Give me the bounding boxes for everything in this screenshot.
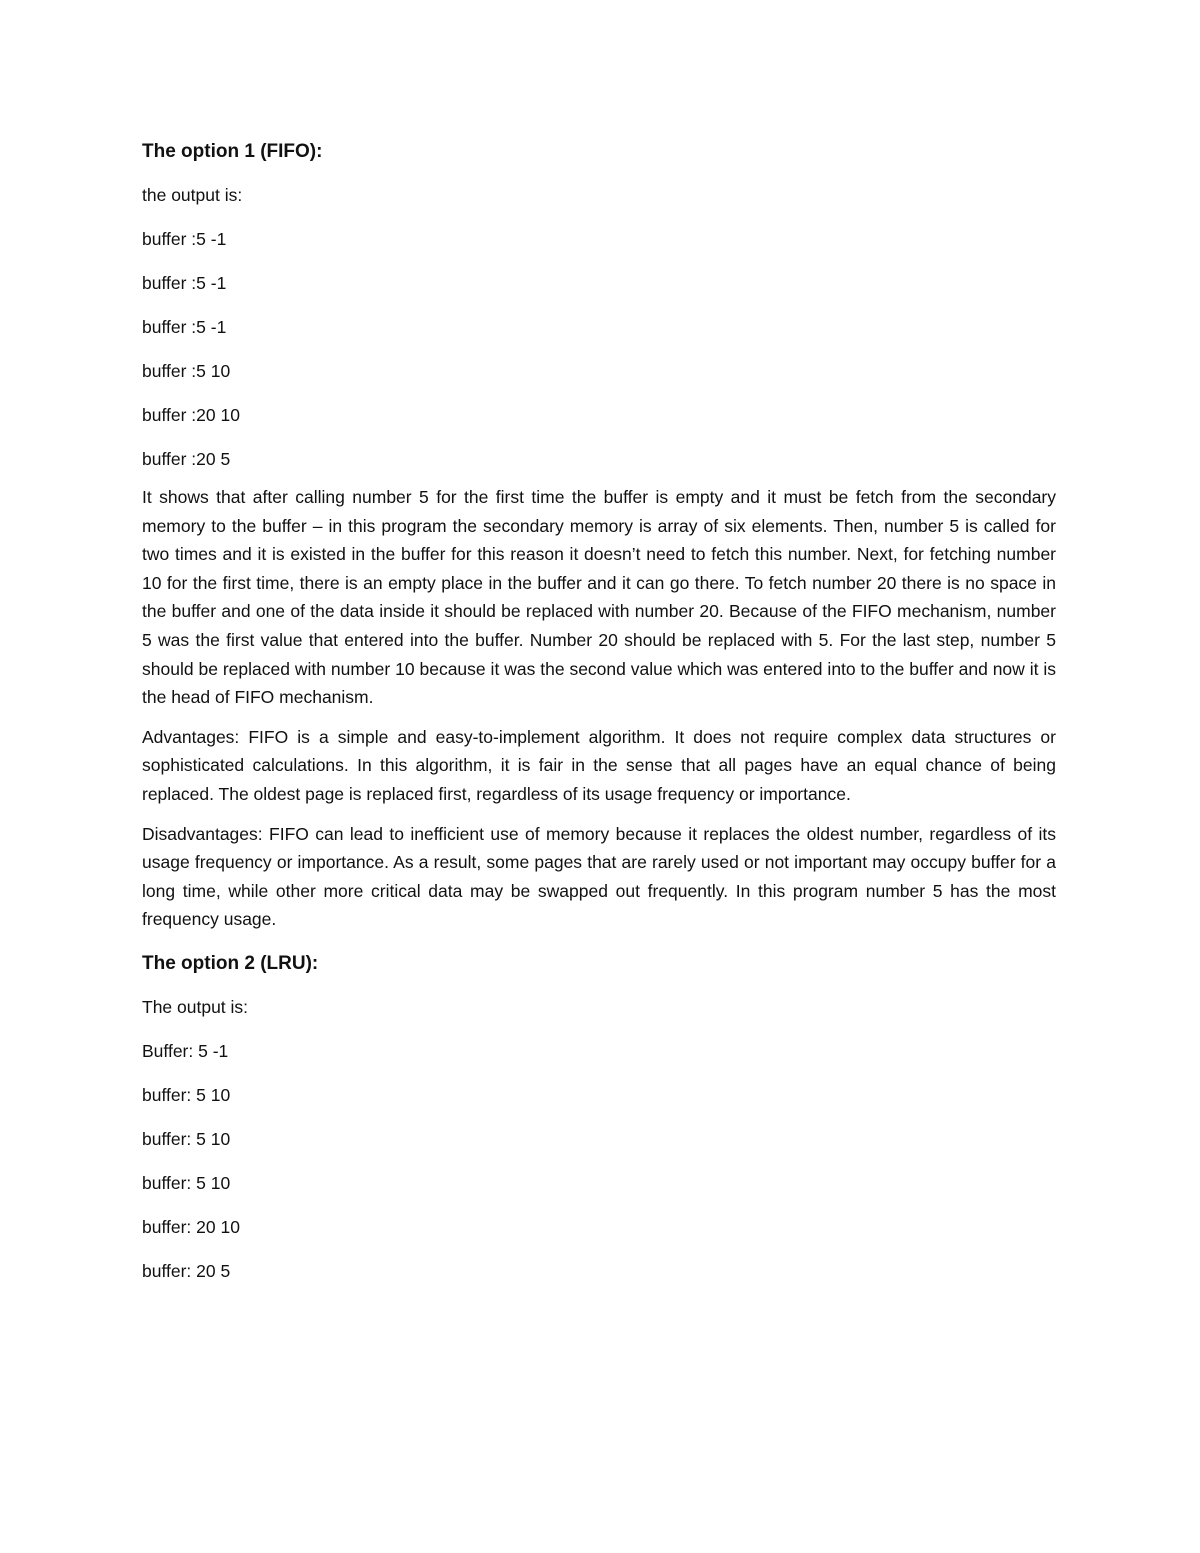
section1-buffer-line: buffer :20 5 (142, 449, 231, 469)
section1-buffer-line: buffer :20 10 (142, 405, 240, 425)
section1-buffer-line: buffer :5 -1 (142, 273, 227, 293)
section1-buffer-line: buffer :5 -1 (142, 317, 227, 337)
fifo-advantages-paragraph: Advantages: FIFO is a simple and easy-to-implement algorithm. It does not require complex data structures or sophisticated calculations. In this algorithm, it is fair in the sense that all pages have an equal chance of being replaced. The oldest page is replaced first, regardless of its usage frequency or importance. (142, 726, 1056, 804)
document-page (142, 140, 1056, 1303)
section1-output-label: the output is: (142, 185, 243, 205)
section2-buffer-line: buffer: 5 10 (142, 1084, 231, 1105)
section2-buffer-line: buffer: 20 10 (142, 1216, 240, 1237)
section2-buffer-line: Buffer: 5 -1 (142, 1040, 229, 1061)
section2-buffer-line: buffer: 5 10 (142, 1172, 231, 1193)
fifo-explanation-paragraph: It shows that after calling number 5 for the first time the buffer is empty and it must be fetch from the secondary memory to the buffer – in this program the secondary memory is array of six elements. Then, number 5 is called for two times and it is existed in the buffer for this reason it doesn’t need to fetch this number. Next, for fetching number 10 for the first time, there is an empty place in the buffer and it can go there. To fetch number 20 there is no space in the buffer and one of the data inside it should be replaced with number 20. Because of the FIFO mechanism, number 5 was the first value that entered into the buffer. Number 20 should be replaced with 5. For the last step, number 5 should be replaced with number 10 because it was the second value which was entered into to the buffer and now it is the head of FIFO mechanism. (142, 487, 1056, 708)
section2-output-label: The output is: (142, 996, 249, 1017)
fifo-disadvantages-paragraph: Disadvantages: FIFO can lead to inefficient use of memory because it replaces the oldest number, regardless of its usage frequency or importance. As a result, some pages that are rarely used or not important may occupy buffer for a long time, while other more critical data may be swapped out frequently. In this program number 5 has the most frequency usage. (142, 823, 1056, 930)
section2-heading: The option 2 (LRU): (142, 952, 319, 974)
section1-heading: The option 1 (FIFO): (142, 141, 323, 162)
section2-buffer-line: buffer: 20 5 (142, 1260, 231, 1281)
section1-buffer-line: buffer :5 10 (142, 361, 231, 381)
section1-buffer-line: buffer :5 -1 (142, 229, 227, 249)
section2-buffer-line: buffer: 5 10 (142, 1128, 231, 1149)
